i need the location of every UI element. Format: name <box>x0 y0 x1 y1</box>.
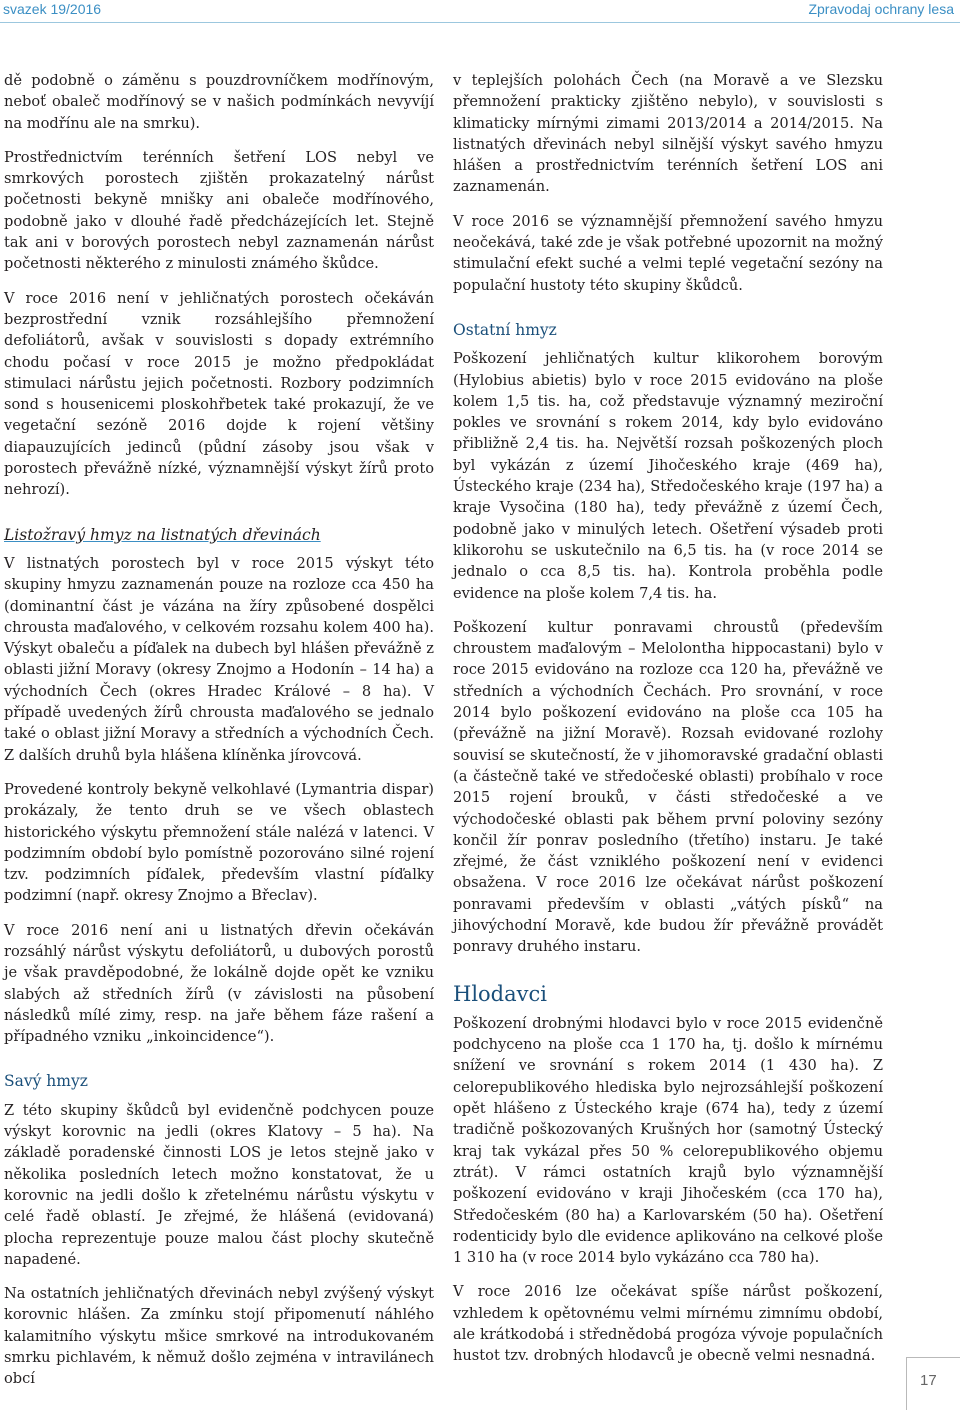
paragraph: Z této skupiny škůdců byl evidenčně podchycen pouze výskyt korovnic na jedli (okres Klatovy – 5 ha). Na základě poradenské činnosti LOS je letos stejně jako v několika posledních letech možno konstatovat, že u korovnic na jedli došlo k zřetelnému nárůstu výskytu v celé řadě oblastí. Je zřejmé, že hlášená (evidovaná) plocha reprezentuje pouze malou část plochy skutečně napadené. <box>4 1101 434 1268</box>
section-heading-savy: Savý hmyz <box>4 1072 88 1091</box>
right-column <box>453 70 883 1380</box>
paragraph: V roce 2016 se významnější přemnožení savého hmyzu neočekává, také zde je však potřebné upozornit na možný stimulační efekt suché a velmi teplé vegetační sezóny na populační hustoty této skupiny škůdců. <box>453 212 883 294</box>
paragraph: Na ostatních jehličnatých dřevinách nebyl zvýšený výskyt korovnic hlášen. Za zmínku stojí připomenutí náhlého kalamitního výskytu mšice smrkové na introdukovaném smrku pichlavém, k němuž došlo zejména v intravilánech obcí <box>4 1285 434 1388</box>
paragraph: Poškození drobnými hlodavci bylo v roce 2015 evidenčně podchyceno na ploše cca 1 170 ha, tj. došlo k mírnému snížení ve srovnání s rokem 2014 (1 430 ha). Z celorepublikového hlediska bylo nejrozsáhlejší poškození opět hlášeno z Ústeckého kraje (674 ha), tedy z území tradičně poškozovaných Krušných hor (samotný Ústecký kraj tak vykázal přes 50 % celorepublikového objemu ztrát). V rámci ostatních krajů bylo významnější poškození evidováno v kraji Jihočeském (cca 170 ha), Středočeském (80 ha) a Karlovarském (50 ha). Ošetření rodenticidy bylo dle evidence aplikováno na celkové ploše 1 310 ha (v roce 2014 bylo vykázáno cca 780 ha). <box>453 1014 883 1267</box>
publication-title: Zpravodaj ochrany lesa <box>808 1 954 17</box>
paragraph: dě podobně o záměnu s pouzdrovníčkem modřínovým, neboť obaleč modřínový se v našich podmínkách nevyvíjí na modřínu ale na smrku). <box>4 72 434 132</box>
section-heading-ostatni: Ostatní hmyz <box>453 320 557 339</box>
paragraph: V roce 2016 lze očekávat spíše nárůst poškození, vzhledem k opětovnému velmi mírnému zimnímu období, ale krátkodobá i střednědobá progóza vývoje populačních hustot tzv. drobných hlodavců je obecně velmi nesnadná. <box>453 1283 883 1365</box>
section-heading-hlodavci: Hlodavci <box>453 981 547 1006</box>
paragraph: Poškození kultur ponravami chroustů (především chroustem maďalovým – Melolontha hippocastani) bylo v roce 2015 evidováno na rozloze cca 120 ha, převážně ve středních a východních Čechách. Pro srovnání, v roce 2014 bylo poškození evidováno na ploše cca 105 ha (převážně na jižní Moravě). Rozsah evidované rozlohy souvisí se skutečností, že v jihomoravské gradační oblasti (a částečně také ve středočeské oblasti) probíhalo v roce 2015 rojení brouků, v části středočeské a ve východočeské oblasti pak během první poloviny sezóny končil žír ponrav posledního (třetího) instaru. Je také zřejmé, že část vzniklého poškození není v evidenci obsažena. V roce 2016 lze očekávat nárůst poškození ponravami především v oblasti „vátých písků“ na jihovýchodní Moravě, kde budou žír převážně provádět ponravy druhého instaru. <box>453 618 883 956</box>
issue-label: svazek 19/2016 <box>3 1 102 17</box>
paragraph: Prostřednictvím terénních šetření LOS nebyl ve smrkových porostech zjištěn prokazatelný nárůst početnosti bekyně mnišky ani obaleče modřínového, podobně jako v dlouhé řadě předcházejících let. Stejně tak ani v borových porostech nebyl zaznamenán nárůst početnosti některého z minulosti známého škůdce. <box>4 148 434 273</box>
paragraph: V roce 2016 není v jehličnatých porostech očekáván bezprostřední vznik rozsáhlejšího přemnožení defoliátorů, avšak v souvislosti s dopady extrémního chodu počasí v roce 2015 je možno předpokládat stimulaci nárůstu jejich početnosti. Rozbory podzimních sond s housenicemi ploskohřbetek také prokazují, že ve vegetační sezóně 2016 dojde k rojení většiny diapauzujících jedinců (půdní zásoby jsou však v porostech převážně nízké, významnější výskyt žírů proto nehrozí). <box>4 289 434 499</box>
page-number: 17 <box>920 1372 937 1389</box>
section-heading-listozravy: Listožravý hmyz na listnatých dřevinách <box>4 525 321 544</box>
left-column <box>4 70 434 1403</box>
paragraph: v teplejších polohách Čech (na Moravě a ve Slezsku přemnožení prakticky zjištěno nebylo), v souvislosti s klimaticky mírnými zimami 2013/2014 a 2014/2015. Na listnatých dřevinách nebyl silnější výskyt savého hmyzu hlášen a prostřednictvím terénních šetření LOS ani zaznamenán. <box>453 72 883 196</box>
page-header <box>0 0 960 23</box>
paragraph: V listnatých porostech byl v roce 2015 výskyt této skupiny hmyzu zaznamenán pouze na rozloze cca 450 ha (dominantní část je vázána na žíry způsobené dospělci chrousta maďalového, v celkovém rozsahu kolem 400 ha). Výskyt obaleču a píďalek na dubech byl hlášen převážně z oblasti jižní Moravy (okresy Znojmo a Hodonín – 14 ha) a východních Čech (okres Hradec Králové – 8 ha). V případě uvedených žírů chrousta maďalového se jednalo také o oblast jižní Moravy a středních a východních Čech. Z dalších druhů byla hlášena klíněnka jírovcová. <box>4 554 434 764</box>
paragraph: V roce 2016 není ani u listnatých dřevin očekáván rozsáhlý nárůst výskytu defoliátorů, u dubových porostů je však pravděpodobné, že lokálně dojde opět ke vzniku slabých až středních žírů (v závislosti na působení následků mílé zimy, resp. na jaře během fáze rašení a případného vzniku „inkoincidence“). <box>4 921 434 1046</box>
paragraph: Provedené kontroly bekyně velkohlavé (Lymantria dispar) prokázaly, že tento druh se ve všech oblastech historického výskytu přemnožení stále nalézá v latenci. V podzimním období bylo pomístně pozorováno silné rojení tzv. podzimních píďalek, především vlastní píďalky podzimní (např. okresy Znojmo a Břeclav). <box>4 780 434 905</box>
paragraph: Poškození jehličnatých kultur klikorohem borovým (Hylobius abietis) bylo v roce 2015 evidováno na ploše kolem 1,5 tis. ha, což představuje významný meziroční pokles ve srovnání s rokem 2014, kdy bylo evidováno přibližně 2,4 tis. ha. Největší rozsah poškozených ploch byl vykázán z území Jihočeského kraje (469 ha), Ústeckého kraje (234 ha), Středočeského kraje (197 ha) a kraje Vysočina (180 ha), tedy převážně z území Čech, podobně jako v minulých letech. Ošetření výsadeb proti klikorohu se uskutečnilo na 6,5 tis. ha (v roce 2014 se jednalo o cca 8,5 tis. ha). Kontrola proběhla podle evidence na ploše kolem 7,4 tis. ha. <box>453 350 883 602</box>
